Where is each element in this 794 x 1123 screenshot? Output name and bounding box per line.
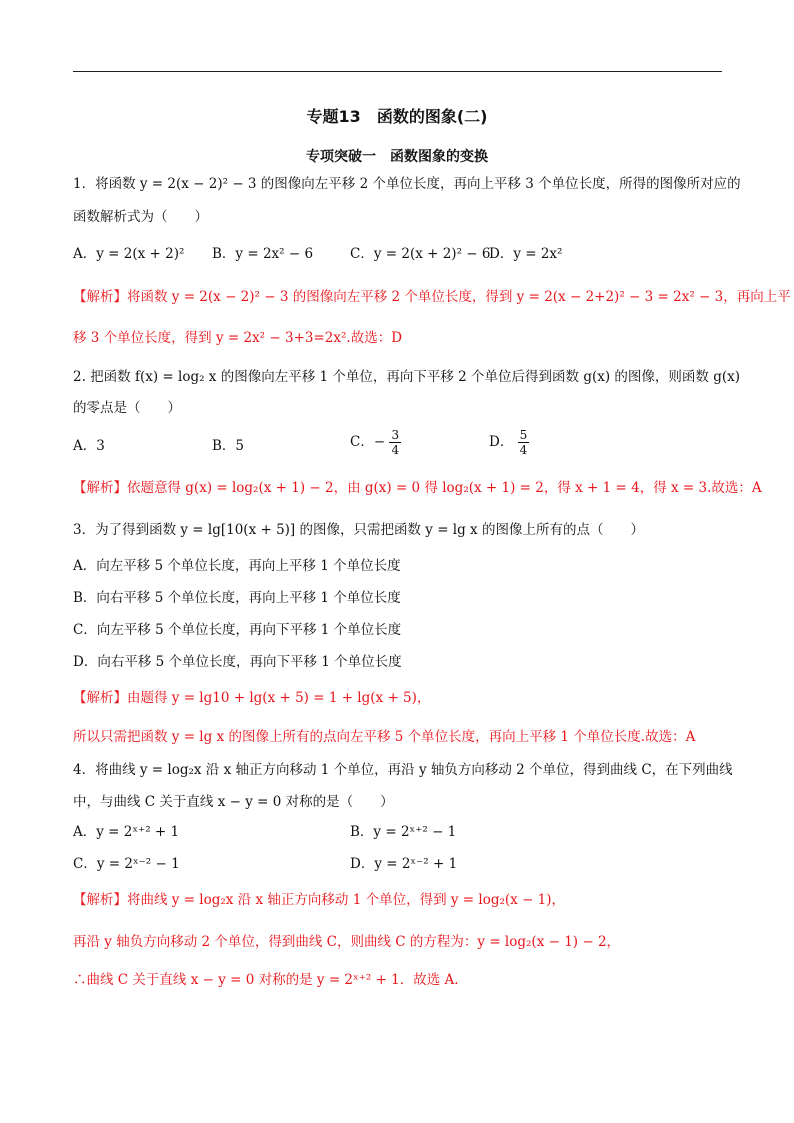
q3-option-a: A．向左平移 5 个单位长度，再向上平移 1 个单位长度 (73, 558, 401, 574)
q1-stem-line1: 1．将函数 y = 2(x − 2)² − 3 的图像向左平移 2 个单位长度，再向上平移 3 个单位长度，所得的图像所对应的 (73, 176, 741, 192)
q4-option-c: C．y = 2ˣ⁻² − 1 (73, 856, 180, 872)
q2-option-d-fraction (518, 428, 530, 457)
q3-analysis-line1: 【解析】由题得 y = lg10 + lg(x + 5) = 1 + lg(x + 5)， (73, 690, 431, 706)
q4-stem-line2: 中，与曲线 C 关于直线 x − y = 0 对称的是（ ） (73, 794, 394, 810)
q2-option-c (350, 428, 401, 457)
q1-option-d: D．y = 2x² (489, 246, 563, 262)
q3-option-c: C．向左平移 5 个单位长度，再向下平移 1 个单位长度 (73, 622, 402, 638)
q2-analysis: 【解析】依题意得 g(x) = log₂(x + 1) − 2，由 g(x) = 0 得 log₂(x + 1) = 2，得 x + 1 = 4，得 x = 3.故选：A (73, 480, 762, 496)
section-subtitle: 专项突破一 函数图象的变换 (306, 149, 488, 165)
q4-option-a: A．y = 2ˣ⁺² + 1 (73, 824, 180, 840)
q1-stem-line2: 函数解析式为（ ） (73, 209, 208, 225)
q2-option-c-label: C．− (350, 434, 386, 450)
q2-option-d-numerator: 5 (519, 428, 528, 442)
q4-option-d: D．y = 2ˣ⁻² + 1 (350, 856, 458, 872)
q2-option-b: B．5 (212, 438, 245, 454)
q3-option-b: B．向右平移 5 个单位长度，再向上平移 1 个单位长度 (73, 590, 401, 606)
q4-analysis-line1: 【解析】将曲线 y = log₂x 沿 x 轴正方向移动 1 个单位，得到 y = log₂(x − 1)， (73, 892, 566, 908)
q4-stem-line1: 4．将曲线 y = log₂x 沿 x 轴正方向移动 1 个单位，再沿 y 轴负方向移动 2 个单位，得到曲线 C，在下列曲线 (73, 762, 733, 778)
q2-option-d-label: D． (489, 434, 514, 450)
q2-option-d (489, 428, 529, 457)
q2-option-c-denominator: 4 (391, 443, 400, 457)
q4-option-b: B．y = 2ˣ⁺² − 1 (350, 824, 457, 840)
q1-option-b: B．y = 2x² − 6 (212, 246, 314, 262)
q2-option-c-numerator: 3 (391, 428, 400, 442)
q1-analysis-line2: 移 3 个单位长度，得到 y = 2x² − 3+3=2x².故选：D (73, 330, 403, 346)
q2-option-a: A．3 (73, 438, 105, 454)
q2-option-d-denominator: 4 (519, 443, 528, 457)
q2-stem-line1: 2. 把函数 f(x) = log₂ x 的图像向左平移 1 个单位，再向下平移 2 个单位后得到函数 g(x) 的图像，则函数 g(x) (73, 369, 740, 385)
q4-conclusion: ∴曲线 C 关于直线 x − y = 0 对称的是 y = 2ˣ⁺² + 1．故选 A. (73, 972, 459, 988)
page-title: 专题13 函数的图象(二) (306, 107, 488, 126)
q4-analysis-line3 (73, 970, 459, 990)
header-rule (73, 71, 722, 72)
q2-stem-line2: 的零点是（ ） (73, 400, 181, 416)
q3-analysis-line2: 所以只需把函数 y = lg x 的图像上所有的点向左平移 5 个单位长度，再向上平移 1 个单位长度.故选：A (73, 729, 696, 745)
q1-analysis-line1: 【解析】将函数 y = 2(x − 2)² − 3 的图像向左平移 2 个单位长度，得到 y = 2(x − 2+2)² − 3 = 2x² − 3，再向上平 (73, 289, 791, 305)
q1-option-c: C．y = 2(x + 2)² − 6 (350, 246, 491, 262)
q3-stem-line1: 3．为了得到函数 y = lg[10(x + 5)] 的图像，只需把函数 y = lg x 的图像上所有的点（ ） (73, 522, 644, 538)
q3-option-d: D．向右平移 5 个单位长度，再向下平移 1 个单位长度 (73, 654, 402, 670)
q4-analysis-line2: 再沿 y 轴负方向移动 2 个单位，得到曲线 C，则曲线 C 的方程为：y = log₂(x − 1) − 2， (73, 934, 621, 950)
q2-option-c-fraction (389, 428, 401, 457)
q1-option-a: A．y = 2(x + 2)² (73, 246, 185, 262)
